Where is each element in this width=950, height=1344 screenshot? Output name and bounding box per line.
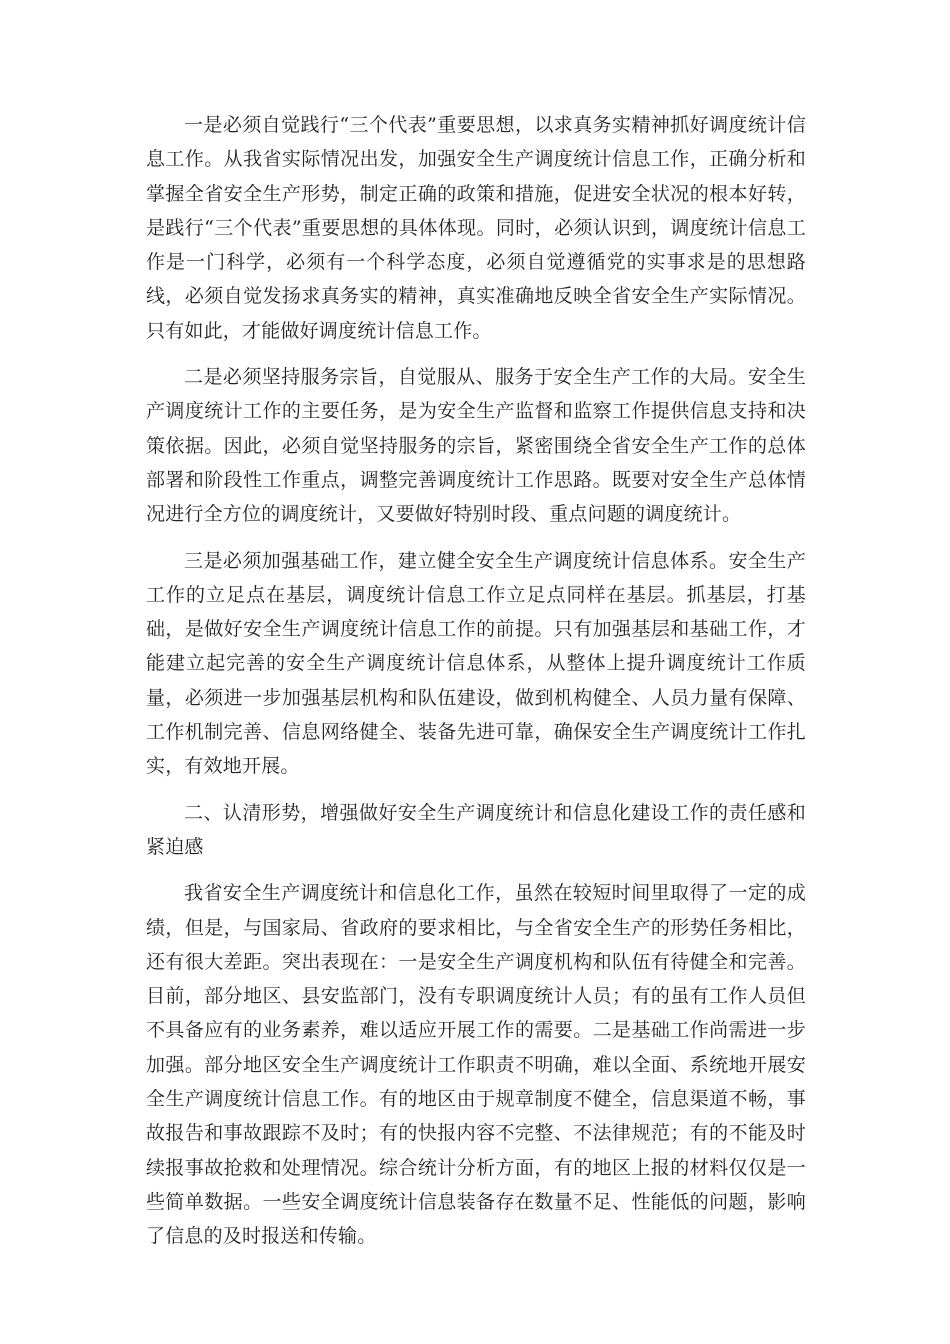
document-body (146, 108, 806, 1254)
paragraph-second-requirement: 二是必须坚持服务宗旨，自觉服从、服务于安全生产工作的大局。安全生产调度统计工作的主要任务，是为安全生产监督和监察工作提供信息支持和决策依据。因此，必须自觉坚持服务的宗旨，紧密围绕全省安全生产工作的总体部署和阶段性工作重点，调整完善调度统计工作思路。既要对安全生产总体情况进行全方位的调度统计，又要做好特别时段、重点问题的调度统计。 (146, 366, 806, 526)
section-heading: 二、认清形势，增强做好安全生产调度统计和信息化建设工作的责任感和紧迫感 (146, 801, 806, 858)
paragraph-third-requirement: 三是必须加强基础工作，建立健全安全生产调度统计信息体系。安全生产工作的立足点在基层，调度统计信息工作立足点同样在基层。抓基层，打基础，是做好安全生产调度统计信息工作的前提。只有加强基层和基础工作，才能建立起完善的安全生产调度统计信息体系，从整体上提升调度统计工作质量，必须进一步加强基层机构和队伍建设，做到机构健全、人员力量有保障、工作机制完善、信息网络健全、装备先进可靠，确保安全生产调度统计工作扎实，有效地开展。 (146, 549, 806, 778)
paragraph-first-requirement: 一是必须自觉践行“三个代表”重要思想，以求真务实精神抓好调度统计信息工作。从我省实际情况出发，加强安全生产调度统计信息工作，正确分析和掌握全省安全生产形势，制定正确的政策和措施，促进安全状况的根本好转，是践行“三个代表”重要思想的具体体现。同时，必须认识到，调度统计信息工作是一门科学，必须有一个科学态度，必须自觉遵循党的实事求是的思想路线，必须自觉发扬求真务实的精神，真实准确地反映全省安全生产实际情况。只有如此，才能做好调度统计信息工作。 (146, 114, 806, 342)
paragraph-situation: 我省安全生产调度统计和信息化工作，虽然在较短时间里取得了一定的成绩，但是，与国家局、省政府的要求相比，与全省安全生产的形势任务相比，还有很大差距。突出表现在：一是安全生产调度机构和队伍有待健全和完善。目前，部分地区、县安监部门，没有专职调度统计人员；有的虽有工作人员但不具备应有的业务素养，难以适应开展工作的需要。二是基础工作尚需进一步加强。部分地区安全生产调度统计工作职责不明确，难以全面、系统地开展安全生产调度统计信息工作。有的地区由于规章制度不健全，信息渠道不畅，事故报告和事故跟踪不及时；有的快报内容不完整、不法律规范；有的不能及时续报事故抢救和处理情况。综合统计分析方面，有的地区上报的材料仅仅是一些简单数据。一些安全调度统计信息装备存在数量不足、性能低的问题，影响了信息的及时报送和传输。 (146, 882, 806, 1248)
